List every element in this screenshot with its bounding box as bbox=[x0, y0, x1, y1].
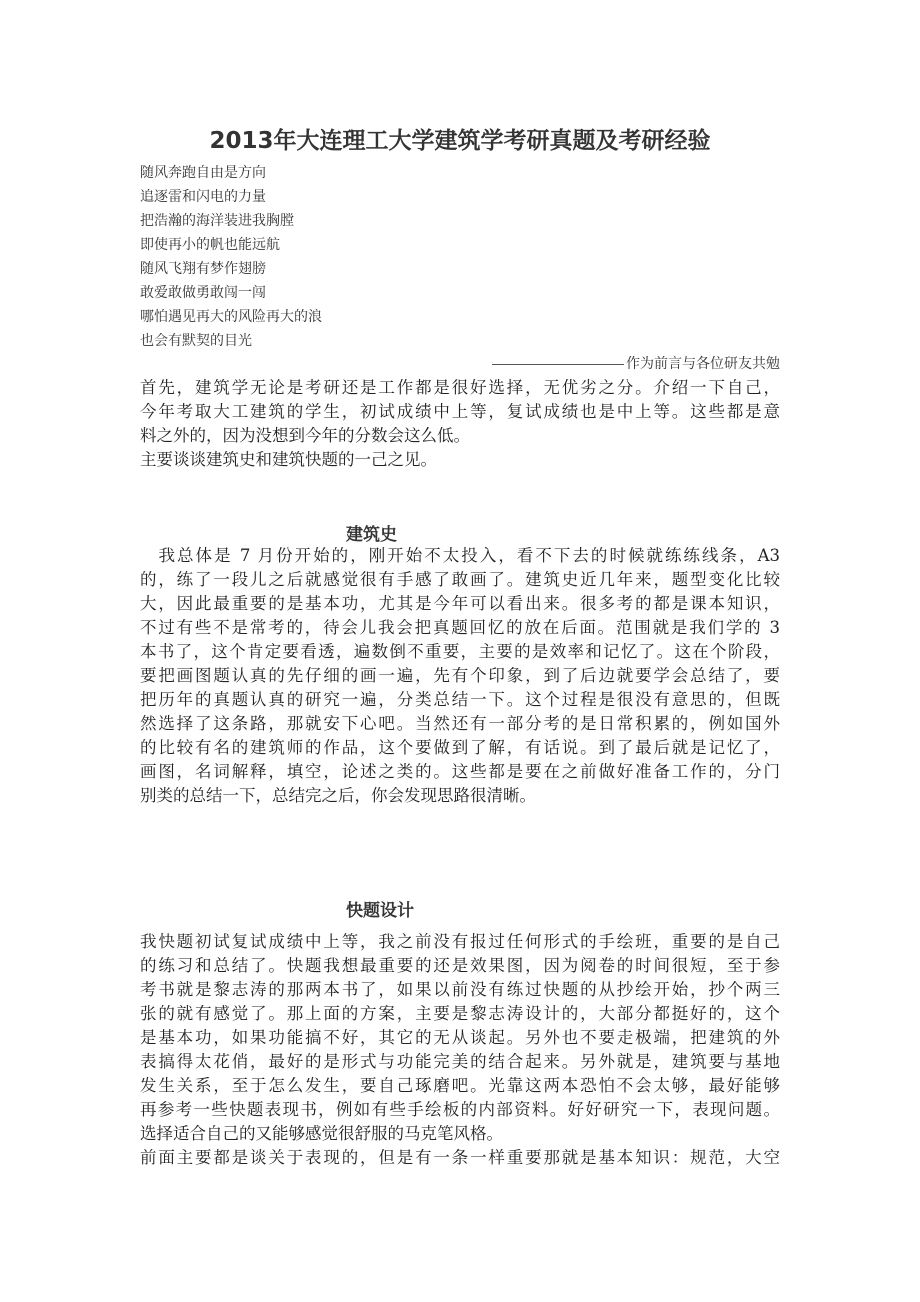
paragraph-line: 的练习和总结了。快题我想最重要的还是效果图，因为阅卷的时间很短，至于参 bbox=[140, 956, 780, 975]
paragraph-line: 选择适合自己的又能够感觉很舒服的马克笔风格。 bbox=[140, 1124, 503, 1143]
paragraph-line: 不过有些不是常考的，待会儿我会把真题回忆的放在后面。范围就是我们学的 3 bbox=[140, 618, 780, 637]
paragraph-line: 考书就是黎志涛的那两本书了，如果以前没有练过快题的从抄绘开始，抄个两三 bbox=[140, 980, 780, 999]
poem-line: 随风奔跑自由是方向 bbox=[140, 165, 266, 181]
paragraph-line: 发生关系，至于怎么发生，要自己琢磨吧。光靠这两本恐怕不会太够，最好能够 bbox=[140, 1076, 780, 1095]
history-section bbox=[140, 544, 780, 808]
section-heading-history: 建筑史 bbox=[346, 525, 397, 545]
poem-line: 哪怕遇见再大的风险再大的浪 bbox=[140, 309, 322, 325]
paragraph-line: 我快题初试复试成绩中上等，我之前没有报过任何形式的手绘班，重要的是自己 bbox=[140, 932, 780, 951]
paragraph-line: 再参考一些快题表现书，例如有些手绘板的内部资料。好好研究一下，表现问题。 bbox=[140, 1100, 780, 1119]
paragraph-line: 的，练了一段儿之后就感觉很有手感了敢画了。建筑史近几年来，题型变化比较 bbox=[140, 570, 780, 589]
paragraph-line: 首先，建筑学无论是考研还是工作都是很好选择，无优劣之分。介绍一下自己， bbox=[140, 378, 780, 397]
poem-line: 敢爱敢做勇敢闯一闯 bbox=[140, 285, 266, 301]
paragraph-line: 前面主要都是谈关于表现的，但是有一条一样重要那就是基本知识：规范，大空 bbox=[140, 1148, 780, 1167]
paragraph-line: 料之外的，因为没想到今年的分数会这么低。 bbox=[140, 426, 470, 445]
paragraph-line: 别类的总结一下，总结完之后，你会发现思路很清晰。 bbox=[140, 786, 536, 805]
poem-line: 即使再小的帆也能远航 bbox=[140, 237, 280, 253]
paragraph-line: 今年考取大工建筑的学生，初试成绩中上等，复试成绩也是中上等。这些都是意 bbox=[140, 402, 780, 421]
paragraph-line: 本书了，这个肯定要看透，遍数倒不重要，主要的是效率和记忆了。这在个阶段， bbox=[140, 642, 780, 661]
paragraph-line: 画图，名词解释，填空，论述之类的。这些都是要在之前做好准备工作的，分门 bbox=[140, 762, 780, 781]
paragraph-line: 然选择了这条路，那就安下心吧。当然还有一部分考的是日常积累的，例如国外 bbox=[140, 714, 780, 733]
paragraph-line: 要把画图题认真的先仔细的画一遍，先有个印象，到了后边就要学会总结了，要 bbox=[140, 666, 780, 685]
poem-line: 追逐雷和闪电的力量 bbox=[140, 189, 266, 205]
signature-text: 作为前言与各位研友共勉 bbox=[626, 356, 780, 372]
poem-line: 把浩瀚的海洋装进我胸膛 bbox=[140, 213, 294, 229]
paragraph-line: 把历年的真题认真的研究一遍，分类总结一下。这个过程是很没有意思的，但既 bbox=[140, 690, 780, 709]
paragraph-line: 是基本功，如果功能搞不好，其它的无从谈起。另外也不要走极端，把建筑的外 bbox=[140, 1028, 780, 1047]
design-section bbox=[140, 930, 780, 1170]
paragraph-line: 张的就有感觉了。那上面的方案，主要是黎志涛设计的，大部分都挺好的，这个 bbox=[140, 1004, 780, 1023]
paragraph-line: 大，因此最重要的是基本功，尤其是今年可以看出来。很多考的都是课本知识， bbox=[140, 594, 780, 613]
paragraph-line: 的比较有名的建筑师的作品，这个要做到了解，有话说。到了最后就是记忆了， bbox=[140, 738, 780, 757]
intro-section bbox=[140, 376, 780, 472]
paragraph-line: 表搞得太花俏，最好的是形式与功能完美的结合起来。另外就是，建筑要与基地 bbox=[140, 1052, 780, 1071]
signature-dash-rule bbox=[492, 364, 624, 365]
paragraph-line: 我总体是 7 月份开始的，刚开始不太投入，看不下去的时候就练练线条，A3 bbox=[140, 546, 780, 565]
poem-line: 也会有默契的目光 bbox=[140, 333, 252, 349]
paragraph-line: 主要谈谈建筑史和建筑快题的一己之见。 bbox=[140, 450, 437, 469]
preface-signature bbox=[492, 354, 780, 374]
section-heading-design: 快题设计 bbox=[346, 901, 414, 921]
poem-line: 随风飞翔有梦作翅膀 bbox=[140, 261, 266, 277]
document-title: 2013年大连理工大学建筑学考研真题及考研经验 bbox=[209, 128, 711, 154]
preface-poem bbox=[140, 161, 322, 353]
